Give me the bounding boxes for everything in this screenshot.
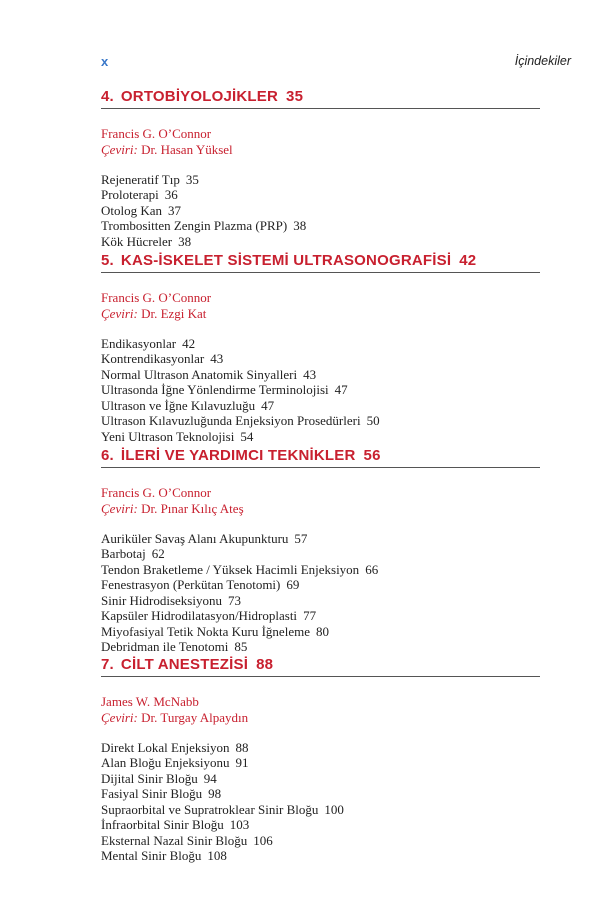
toc-entry <box>101 593 540 609</box>
toc-entry <box>101 546 540 562</box>
chapter-title-text: İLERİ VE YARDIMCI TEKNİKLER <box>120 447 356 464</box>
chapter-number: 6. <box>101 447 114 464</box>
toc-entry <box>101 639 540 655</box>
toc-entry-list <box>101 531 540 655</box>
toc-entry <box>101 187 540 203</box>
translator-name: Dr. Ezgi Kat <box>141 305 207 321</box>
chapter-page: 88 <box>256 656 274 673</box>
entry-title: Mental Sinir Bloğu <box>101 848 202 864</box>
toc-entry <box>101 848 540 864</box>
entry-page: 38 <box>178 233 192 249</box>
entry-title: Ultrason Kılavuzluğunda Enjeksiyon Prosedürleri <box>101 413 361 429</box>
entry-page: 54 <box>240 428 254 444</box>
chapter-number: 7. <box>101 656 114 673</box>
translator-label: Çeviri: <box>101 141 138 157</box>
translator-name: Dr. Pınar Kılıç Ateş <box>141 500 244 516</box>
entry-page: 85 <box>234 639 248 655</box>
entry-page: 37 <box>168 202 182 218</box>
translator-line <box>101 306 540 322</box>
entry-title: Auriküler Savaş Alanı Akupunkturu <box>101 530 289 546</box>
entry-page: 94 <box>203 770 217 786</box>
toc-entry <box>101 172 540 188</box>
chapter-authors <box>101 485 540 517</box>
toc-entry <box>101 755 540 771</box>
entry-page: 98 <box>208 786 222 802</box>
toc-entry <box>101 802 540 818</box>
entry-title: Fasiyal Sinir Bloğu <box>101 786 203 802</box>
toc-entry <box>101 382 540 398</box>
toc-entry <box>101 608 540 624</box>
entry-page: 88 <box>235 739 249 755</box>
translator-label: Çeviri: <box>101 709 138 725</box>
translator-line <box>101 501 540 517</box>
entry-title: Proloterapi <box>101 187 159 203</box>
entry-page: 36 <box>164 187 178 203</box>
chapter-page: 35 <box>286 88 304 105</box>
chapter-page: 42 <box>459 252 477 269</box>
translator-label: Çeviri: <box>101 305 138 321</box>
translator-name: Dr. Turgay Alpaydın <box>141 709 249 725</box>
entry-title: Yeni Ultrason Teknolojisi <box>101 428 235 444</box>
entry-title: Alan Bloğu Enjeksiyonu <box>101 755 230 771</box>
toc-entry <box>101 218 540 234</box>
toc-entry <box>101 351 540 367</box>
entry-page: 57 <box>294 530 308 546</box>
entry-title: Fenestrasyon (Perkütan Tenotomi) <box>101 577 281 593</box>
entry-title: Rejeneratif Tıp <box>101 171 180 187</box>
entry-title: Dijital Sinir Bloğu <box>101 770 198 786</box>
author-name: Francis G. O’Connor <box>101 485 212 500</box>
entry-title: Tendon Braketleme / Yüksek Hacimli Enjeksiyon <box>101 561 360 577</box>
entry-title: Miyofasiyal Tetik Nokta Kuru İğneleme <box>101 623 310 639</box>
chapter-title <box>101 656 540 677</box>
chapter-authors <box>101 126 540 158</box>
entry-page: 77 <box>303 608 317 624</box>
translator-name: Dr. Hasan Yüksel <box>141 141 233 157</box>
entry-title: Debridman ile Tenotomi <box>101 639 229 655</box>
entry-title: Trombositten Zengin Plazma (PRP) <box>101 218 288 234</box>
toc-entry <box>101 413 540 429</box>
chapter-section <box>101 656 540 864</box>
toc-entry <box>101 336 540 352</box>
toc-entry <box>101 624 540 640</box>
entry-title: İnfraorbital Sinir Bloğu <box>101 817 224 833</box>
toc-entry <box>101 234 540 250</box>
entry-title: Sinir Hidrodiseksiyonu <box>101 592 222 608</box>
entry-title: Ultrason ve İğne Kılavuzluğu <box>101 397 256 413</box>
entry-page: 100 <box>324 801 344 817</box>
chapter-title-text: KAS-İSKELET SİSTEMİ ULTRASONOGRAFİSİ <box>120 252 452 269</box>
entry-page: 42 <box>182 335 196 351</box>
toc-entry <box>101 398 540 414</box>
entry-page: 108 <box>207 848 227 864</box>
chapter-title-text: ORTOBİYOLOJİKLER <box>120 88 279 105</box>
toc-entry <box>101 786 540 802</box>
entry-title: Eksternal Nazal Sinir Bloğu <box>101 832 248 848</box>
entry-page: 66 <box>365 561 379 577</box>
page-number: x <box>101 54 109 69</box>
chapter-page: 56 <box>363 447 381 464</box>
entry-page: 50 <box>366 413 380 429</box>
toc-entry <box>101 740 540 756</box>
entry-title: Kök Hücreler <box>101 233 173 249</box>
author-name: James W. McNabb <box>101 694 199 709</box>
chapter-section <box>101 447 540 655</box>
entry-page: 43 <box>210 351 224 367</box>
chapter-section <box>101 88 540 249</box>
entry-title: Endikasyonlar <box>101 335 177 351</box>
toc-entry <box>101 817 540 833</box>
entry-title: Ultrasonda İğne Yönlendirme Terminolojisi <box>101 382 329 398</box>
entry-page: 47 <box>261 397 275 413</box>
entry-page: 103 <box>229 817 250 833</box>
chapter-title <box>101 88 540 109</box>
entry-page: 80 <box>315 623 329 639</box>
entry-title: Kapsüler Hidrodilatasyon/Hidroplasti <box>101 608 298 624</box>
toc-entry <box>101 367 540 383</box>
chapter-authors <box>101 694 540 726</box>
toc-entry-list <box>101 336 540 445</box>
entry-title: Otolog Kan <box>101 202 163 218</box>
toc-entry <box>101 203 540 219</box>
toc-entry <box>101 429 540 445</box>
chapter-section <box>101 252 540 444</box>
translator-label: Çeviri: <box>101 500 138 516</box>
toc-entry-list <box>101 172 540 250</box>
chapter-number: 5. <box>101 252 114 269</box>
entry-page: 69 <box>286 577 300 593</box>
entry-title: Normal Ultrason Anatomik Sinyalleri <box>101 366 298 382</box>
entry-page: 43 <box>303 366 317 382</box>
toc-entry <box>101 531 540 547</box>
running-title: İçindekiler <box>514 54 571 68</box>
toc-entry <box>101 771 540 787</box>
entry-page: 38 <box>293 218 307 234</box>
toc-entry <box>101 577 540 593</box>
entry-title: Barbotaj <box>101 546 146 562</box>
entry-page: 62 <box>151 546 165 562</box>
translator-line <box>101 142 540 158</box>
entry-page: 91 <box>235 755 249 771</box>
chapter-title-text: CİLT ANESTEZİSİ <box>120 656 249 673</box>
chapter-title <box>101 252 540 273</box>
entry-title: Supraorbital ve Supratroklear Sinir Bloğu <box>101 801 319 817</box>
entry-page: 35 <box>185 171 199 187</box>
author-name: Francis G. O’Connor <box>101 126 212 141</box>
chapter-number: 4. <box>101 88 114 105</box>
entry-page: 47 <box>334 382 348 398</box>
chapter-title <box>101 447 540 468</box>
entry-title: Kontrendikasyonlar <box>101 351 205 367</box>
chapter-authors <box>101 290 540 322</box>
translator-line <box>101 710 540 726</box>
entry-page: 106 <box>253 832 273 848</box>
toc-entry <box>101 562 540 578</box>
entry-page: 73 <box>227 592 241 608</box>
entry-title: Direkt Lokal Enjeksiyon <box>101 739 230 755</box>
toc-entry-list <box>101 740 540 864</box>
author-name: Francis G. O’Connor <box>101 290 212 305</box>
toc-entry <box>101 833 540 849</box>
